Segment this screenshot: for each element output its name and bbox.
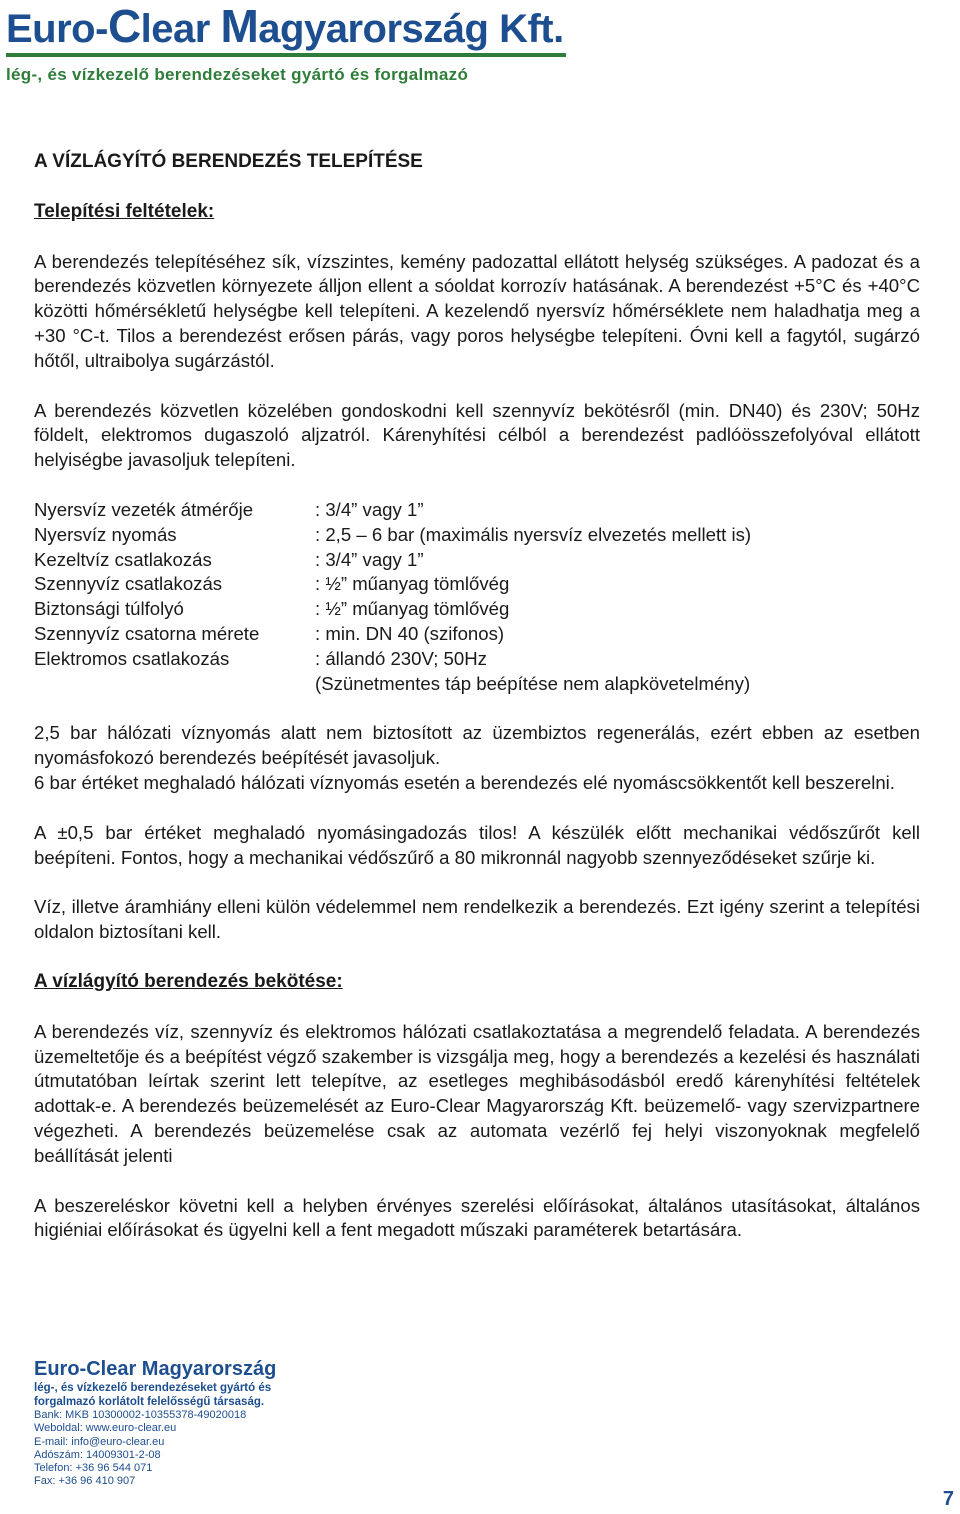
company-tagline: lég-, és vízkezelő berendezéseket gyártó és forgalmazó [6,65,469,84]
spec-label: Szennyvíz csatlakozás [34,573,223,595]
spec-label: Elektromos csatlakozás [34,647,230,669]
footer-email: E-mail: info@euro-clear.eu [34,1435,165,1448]
footer-company-name: Euro-Clear Magyarország [34,1358,277,1380]
spec-value: : ½” műanyag tömlővég [315,573,510,595]
page-title: A VÍZLÁGYÍTÓ BERENDEZÉS TELEPÍTÉSE [34,151,423,172]
section-heading-connection: A vízlágyító berendezés bekötése: [34,970,343,992]
logo-rule [6,53,566,57]
spec-label [34,672,315,697]
spec-value: : 3/4” vagy 1” [315,498,424,520]
spec-value: : 2,5 – 6 bar (maximális nyersvíz elvezetés mellett is) [315,523,752,545]
spec-label: Biztonsági túlfolyó [34,598,184,620]
spec-label: Szennyvíz csatorna mérete [34,622,260,644]
paragraph-connection: A berendezés víz, szennyvíz és elektromos hálózati csatlakoztatása a megrendelő feladata. A berendezés üzemeltetője és a beépítést végző szakember is vizsgálja meg, hogy a berendezés a kezelési és használati útmutatóban leírtak szerint lett telepítve, az esetleges meghibásodásból eredő kárenyhítési feltételek adottak-e. A berendezés beüzemelését az Euro-Clear Magyarország Kft. beüzemelő- vagy szervizpartnere végezheti. A berendezés beüzemelése csak az automata vezérlő fej helyi viszonyoknak megfelelő beállítását jelenti [34,1020,920,1166]
letterhead [6,2,566,85]
spec-value: : 3/4” vagy 1” [315,548,424,570]
page-number: 7 [942,1488,954,1510]
footer-website: Weboldal: www.euro-clear.eu [34,1422,177,1435]
section-heading-conditions: Telepítési feltételek: [34,200,215,222]
footer-fax: Fax: +36 96 410 907 [34,1475,136,1488]
paragraph-drainage: A berendezés közvetlen közelében gondoskodni kell szennyvíz bekötésről (min. DN40) és 230V; 50Hz földelt, elektromos dugaszoló aljzatról. Kárenyhítési célból a berendezést padlóösszefolyóval ellátott helyiségbe javasoljuk telepíteni. [34,399,920,471]
paragraph-filter: A ±0,5 bar értéket meghaladó nyomásingadozás tilos! A készülék előtt mechanikai védőszűrőt kell beépíteni. Fontos, hogy a mechanikai védőszűrő a 80 mikronnál nagyobb szennyeződéseket szűrje ki. [34,821,920,868]
footer-phone: Telefon: +36 96 544 071 [34,1462,153,1475]
footer-tax-id: Adószám: 14009301-2-08 [34,1448,161,1461]
spec-value: : ½” műanyag tömlővég [315,598,510,620]
spec-value: (Szünetmentes táp beépítése nem alapkövetelmény) [315,672,751,694]
spec-label: Nyersvíz vezeték átmérője [34,498,254,520]
company-logo: Euro-Clear Magyarország Kft. [6,0,564,52]
paragraph-protection: Víz, illetve áramhiány elleni külön védelemmel nem rendelkezik a berendezés. Ezt igény szerint a telepítési oldalon biztosítani kell. [34,896,920,943]
paragraph-regulations: A beszereléskor követni kell a helyben érvényes szerelési előírásokat, általános utasításokat, általános higiéniai előírásokat és ügyelni kell a fent megadott műszaki paraméterek betartására. [34,1194,920,1241]
spec-value: : min. DN 40 (szifonos) [315,622,505,644]
paragraph-high-pressure: 6 bar értéket meghaladó hálózati víznyomás esetén a berendezés elé nyomáscsökkentőt kell beszerelni. [34,771,895,793]
paragraph-low-pressure: 2,5 bar hálózati víznyomás alatt nem biztosított az üzembiztos regenerálás, ezért ebben az esetben nyomásfokozó berendezés beépítését javasoljuk. [34,722,920,769]
specs-table [34,498,920,696]
spec-value: : állandó 230V; 50Hz [315,647,487,669]
footer-description: forgalmazó korlátolt felelősségű társaság. [34,1395,265,1408]
paragraph-conditions: A berendezés telepítéséhez sík, vízszintes, kemény padozattal ellátott helység szükséges. A padozat és a berendezés közvetlen környezete álljon ellent a sóoldat korrozív hatásának. A berendezést +5°C és +40°C közötti hőmérsékletű helységbe kell telepíteni. A kezelendő nyersvíz hőmérséklete nem haladhatja meg a +30 °C-t. Tilos a berendezést erősen párás, vagy poros helységbe telepíteni. Óvni kell a fagytól, sugárzó hőtől, ultraibolya sugárzástól. [34,250,920,371]
footer-description: lég-, és vízkezelő berendezéseket gyártó és [34,1382,272,1394]
footer-company-info [34,1356,334,1489]
document-body [34,150,920,1243]
footer-bank: Bank: MKB 10300002-10355378-49020018 [34,1409,247,1421]
spec-label: Nyersvíz nyomás [34,523,177,545]
spec-label: Kezeltvíz csatlakozás [34,548,212,570]
